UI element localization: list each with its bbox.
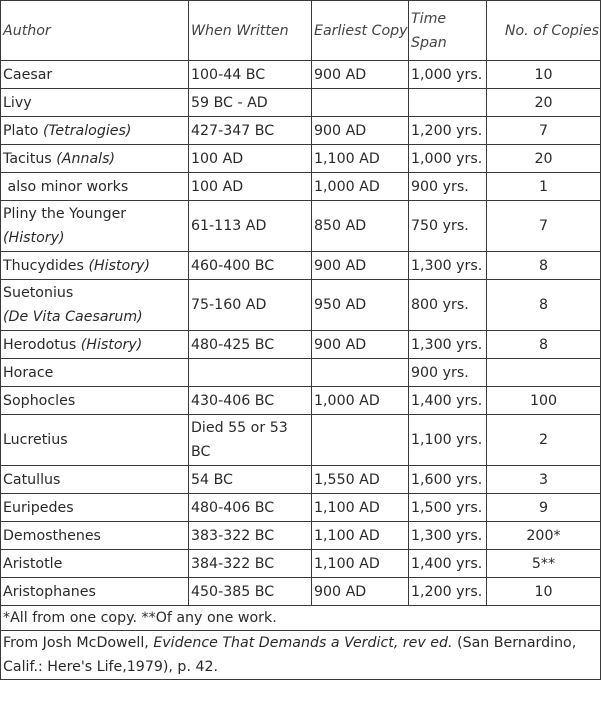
cell-when-written: 75-160 AD [189,280,312,331]
cell-time-span: 1,300 yrs. [409,252,487,280]
work-title: (History) [3,230,65,246]
cell-copies: 3 [487,466,601,494]
author-name: Sophocles [3,392,76,409]
author-name: Herodotus [3,336,77,353]
cell-author [1,522,189,550]
table-body [1,61,601,606]
cell-when-written: 460-400 BC [189,252,312,280]
header-row [1,1,601,61]
header-copies: No. of Copies [487,1,601,61]
table-row [1,145,601,173]
cell-time-span: 1,400 yrs. [409,550,487,578]
table-row [1,550,601,578]
cell-copies: 7 [487,117,601,145]
cell-earliest-copy: 1,100 AD [312,494,409,522]
author-name: Lucretius [3,432,68,448]
cell-time-span: 900 yrs. [409,173,487,201]
cell-time-span: 1,000 yrs. [409,145,487,173]
cell-copies [487,359,601,387]
table-row [1,415,601,466]
cell-earliest-copy: 1,100 AD [312,550,409,578]
author-name: Aristotle [3,555,63,572]
cell-time-span: 800 yrs. [409,280,487,331]
author-name: Suetonius [3,285,74,301]
header-earliest-copy: Earliest Copy [312,1,409,61]
table-row [1,331,601,359]
cell-time-span: 1,400 yrs. [409,387,487,415]
cell-author [1,89,189,117]
cell-time-span: 900 yrs. [409,359,487,387]
cell-author [1,145,189,173]
table-row [1,61,601,89]
cell-time-span: 1,200 yrs. [409,117,487,145]
table-row [1,89,601,117]
cell-when-written: 384-322 BC [189,550,312,578]
author-name: Livy [3,94,32,111]
cell-earliest-copy: 900 AD [312,331,409,359]
author-name: Pliny the Younger [3,206,127,222]
cell-author [1,494,189,522]
table-row [1,201,601,252]
table-row [1,466,601,494]
cell-copies: 10 [487,578,601,606]
work-title: (History) [88,257,150,274]
cell-earliest-copy: 900 AD [312,578,409,606]
citation-row [1,631,601,680]
cell-when-written: 100 AD [189,145,312,173]
cell-time-span: 1,100 yrs. [409,415,487,466]
cell-author [1,173,189,201]
cell-when-written: 59 BC - AD [189,89,312,117]
cell-time-span: 1,300 yrs. [409,331,487,359]
cell-copies: 100 [487,387,601,415]
cell-author [1,201,189,252]
cell-earliest-copy: 850 AD [312,201,409,252]
footnote-row [1,606,601,631]
cell-copies: 8 [487,252,601,280]
cell-earliest-copy [312,359,409,387]
cell-author [1,331,189,359]
citation-suffix: (San Bernardino, Calif.: Here's Life,1979), p. 42. [3,635,577,675]
citation-prefix: From Josh McDowell, [3,635,154,651]
footnote: *All from one copy. **Of any one work. [1,606,601,631]
cell-author [1,387,189,415]
cell-author [1,61,189,89]
cell-earliest-copy: 950 AD [312,280,409,331]
header-when-written: When Written [189,1,312,61]
cell-earliest-copy: 1,550 AD [312,466,409,494]
author-name: Tacitus [3,150,52,167]
cell-author [1,280,189,331]
table-row [1,494,601,522]
cell-earliest-copy: 900 AD [312,61,409,89]
author-name: Demosthenes [3,527,101,544]
cell-time-span: 1,000 yrs. [409,61,487,89]
cell-earliest-copy: 1,100 AD [312,145,409,173]
cell-copies: 7 [487,201,601,252]
cell-author [1,117,189,145]
cell-when-written: 100 AD [189,173,312,201]
header-time-span: Time Span [409,1,487,61]
table-row [1,578,601,606]
author-name: Thucydides [3,257,84,274]
author-name: also minor works [3,178,129,195]
cell-time-span: 1,500 yrs. [409,494,487,522]
author-name: Plato [3,122,39,139]
cell-copies: 10 [487,61,601,89]
cell-earliest-copy: 1,000 AD [312,387,409,415]
table-row [1,359,601,387]
cell-when-written: 450-385 BC [189,578,312,606]
work-title: (De Vita Caesarum) [3,309,143,325]
cell-copies: 2 [487,415,601,466]
author-name: Aristophanes [3,583,96,600]
citation-title: Evidence That Demands a Verdict, rev ed. [153,635,453,651]
table-row [1,252,601,280]
cell-earliest-copy: 1,000 AD [312,173,409,201]
cell-when-written: 61-113 AD [189,201,312,252]
cell-copies: 20 [487,89,601,117]
cell-time-span [409,89,487,117]
cell-copies: 8 [487,280,601,331]
cell-earliest-copy: 900 AD [312,117,409,145]
table-row [1,387,601,415]
cell-copies: 9 [487,494,601,522]
cell-when-written: Died 55 or 53 BC [189,415,312,466]
cell-author [1,578,189,606]
cell-when-written: 430-406 BC [189,387,312,415]
author-name: Horace [3,364,54,381]
work-title: (Annals) [56,150,116,167]
cell-copies: 8 [487,331,601,359]
cell-author [1,550,189,578]
table-row [1,173,601,201]
citation [1,631,601,680]
cell-when-written [189,359,312,387]
cell-earliest-copy [312,415,409,466]
cell-time-span: 1,200 yrs. [409,578,487,606]
cell-when-written: 480-425 BC [189,331,312,359]
cell-copies: 1 [487,173,601,201]
header-author: Author [1,1,189,61]
cell-time-span: 1,300 yrs. [409,522,487,550]
cell-copies: 200* [487,522,601,550]
cell-earliest-copy: 1,100 AD [312,522,409,550]
cell-author [1,466,189,494]
cell-time-span: 1,600 yrs. [409,466,487,494]
cell-author [1,415,189,466]
cell-copies: 5** [487,550,601,578]
cell-when-written: 427-347 BC [189,117,312,145]
work-title: (Tetralogies) [42,122,132,139]
cell-when-written: 383-322 BC [189,522,312,550]
cell-copies: 20 [487,145,601,173]
cell-author [1,252,189,280]
cell-author [1,359,189,387]
cell-when-written: 100-44 BC [189,61,312,89]
author-name: Caesar [3,66,53,83]
cell-earliest-copy: 900 AD [312,252,409,280]
author-name: Catullus [3,471,61,488]
author-name: Euripedes [3,499,74,516]
cell-when-written: 480-406 BC [189,494,312,522]
table-row [1,117,601,145]
cell-time-span: 750 yrs. [409,201,487,252]
work-title: (History) [80,336,143,353]
table-row [1,280,601,331]
table-row [1,522,601,550]
cell-when-written: 54 BC [189,466,312,494]
cell-earliest-copy [312,89,409,117]
